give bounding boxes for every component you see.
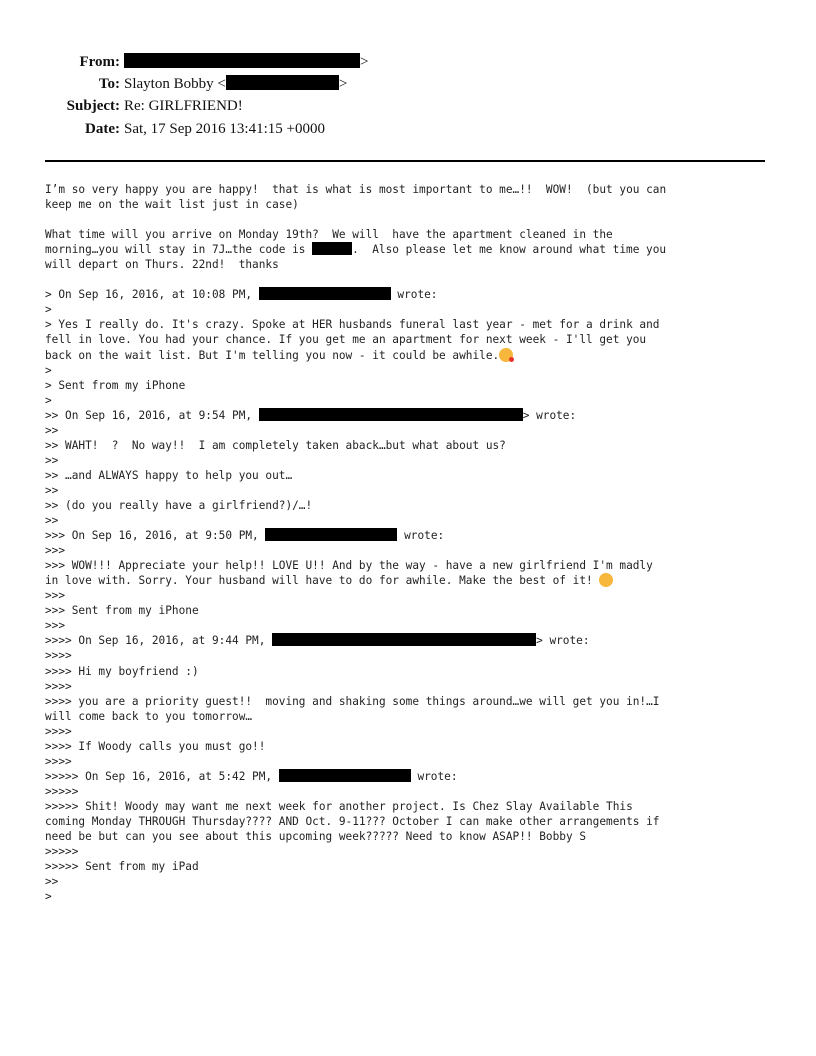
body-line: >>>>> Shit! Woody may want me next week for another project. Is Chez Slay Available This (45, 799, 633, 813)
body-line: >>>> If Woody calls you must go!! (45, 739, 266, 753)
body-line: keep me on the wait list just in case) (45, 198, 299, 212)
body-line: >> (do you really have a girlfriend?)/…! (45, 498, 313, 512)
body-line: in love with. Sorry. Your husband will have to do for awhile. Make the best of it! (45, 573, 785, 588)
body-line: >>> (45, 544, 66, 558)
body-line: >> (45, 453, 59, 467)
header-divider (45, 160, 765, 162)
to-value: Slayton Bobby < > (124, 76, 348, 92)
body-line: morning…you will stay in 7J…the code is . Also please let me know around what time you (45, 243, 667, 257)
body-line (45, 212, 785, 227)
body-line: >>>> (45, 649, 72, 663)
body-line: >> (45, 875, 59, 889)
quote-header: >>> On Sep 16, 2016, at 9:50 PM, wrote: (45, 529, 445, 543)
body-line: >>>>> Sent from my iPad (45, 860, 199, 874)
body-line: >> (45, 423, 59, 437)
kiss-emoji-icon (499, 348, 513, 362)
body-line: > Sent from my iPhone (45, 378, 186, 392)
redaction-bar (259, 287, 391, 300)
body-line: >>> (45, 619, 66, 633)
from-label: From: (79, 54, 120, 70)
redaction-bar (272, 633, 536, 646)
body-line: >>>>> (45, 845, 79, 859)
body-line: >>> (45, 589, 66, 603)
body-line: >> WAHT! ? No way!! I am completely taken aback…but what about us? (45, 438, 506, 452)
body-line: >> …and ALWAYS happy to help you out… (45, 468, 293, 482)
body-line: coming Monday THROUGH Thursday???? AND Oct. 9-11??? October I can make other arrangements if (45, 814, 660, 828)
body-line: >> (45, 514, 59, 528)
redaction-bar (124, 53, 360, 68)
body-line: will depart on Thurs. 22nd! thanks (45, 258, 279, 272)
laughing-emoji-icon (599, 573, 613, 587)
body-line: What time will you arrive on Monday 19th? We will have the apartment cleaned in the (45, 228, 613, 242)
body-line: >>>> (45, 679, 72, 693)
body-line: > (45, 393, 52, 407)
redaction-bar (279, 769, 411, 782)
date-value: Sat, 17 Sep 2016 13:41:15 +0000 (124, 121, 325, 137)
email-body (45, 182, 785, 904)
redaction-bar (259, 408, 523, 421)
body-line: >>> WOW!!! Appreciate your help!! LOVE U!! And by the way - have a new girlfriend I'm madly (45, 559, 653, 573)
from-value: > (124, 52, 368, 72)
quote-header: > On Sep 16, 2016, at 10:08 PM, wrote: (45, 288, 438, 302)
body-line: back on the wait list. But I'm telling you now - it could be awhile. (45, 348, 785, 363)
body-line: >>>> (45, 754, 72, 768)
body-line: need be but can you see about this upcoming week????? Need to know ASAP!! Bobby S (45, 830, 586, 844)
body-line: fell in love. You had your chance. If you get me an apartment for next week - I'll get you (45, 333, 647, 347)
body-line: >>>> (45, 724, 72, 738)
quote-header: >>>>> On Sep 16, 2016, at 5:42 PM, wrote: (45, 769, 458, 783)
body-line (45, 272, 785, 287)
body-line: >>>>> (45, 784, 79, 798)
body-line: > (45, 303, 52, 317)
date-label: Date: (85, 121, 120, 137)
body-line: I’m so very happy you are happy! that is what is most important to me…!! WOW! (but you can (45, 183, 667, 196)
body-line: > Yes I really do. It's crazy. Spoke at HER husbands funeral last year - met for a drink and (45, 318, 660, 332)
body-line: > (45, 890, 52, 904)
to-label: To: (98, 76, 120, 92)
body-line: >>> Sent from my iPhone (45, 604, 199, 618)
subject-value: Re: GIRLFRIEND! (124, 98, 243, 114)
body-line: will come back to you tomorrow… (45, 709, 253, 723)
body-line: >>>> you are a priority guest!! moving and shaking some things around…we will get you in!…I (45, 694, 660, 708)
body-line: >>>> Hi my boyfriend :) (45, 664, 199, 678)
body-line: >> (45, 483, 59, 497)
redaction-bar (226, 75, 339, 90)
subject-label: Subject: (66, 98, 120, 114)
redaction-bar (312, 242, 352, 255)
redaction-bar (265, 528, 397, 541)
body-line: > (45, 363, 52, 377)
quote-header: >> On Sep 16, 2016, at 9:54 PM, > wrote: (45, 408, 577, 422)
quote-header: >>>> On Sep 16, 2016, at 9:44 PM, > wrote: (45, 634, 590, 648)
